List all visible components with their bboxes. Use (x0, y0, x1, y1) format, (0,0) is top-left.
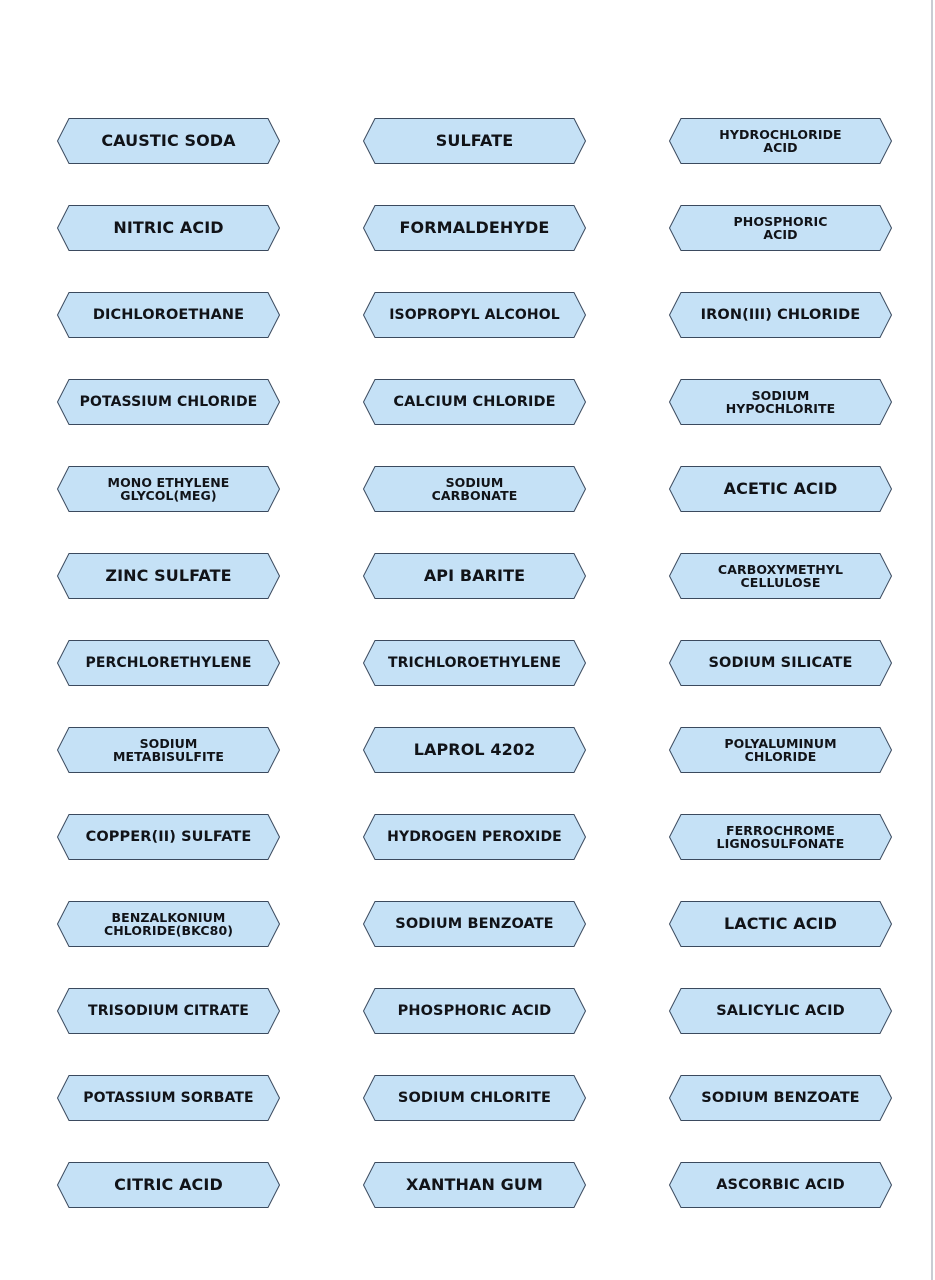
chemical-label-text: SODIUM SILICATE (708, 655, 853, 671)
chemical-label-text: SODIUM CARBONATE (431, 475, 518, 503)
chemical-label-text: PERCHLORETHYLENE (85, 655, 252, 671)
chemical-label[interactable] (363, 1075, 586, 1121)
chemical-label[interactable] (669, 118, 892, 164)
chemical-label[interactable] (669, 1075, 892, 1121)
chemical-label-text: POLYALUMINUM CHLORIDE (724, 736, 837, 764)
chemical-label[interactable] (57, 292, 280, 338)
chemical-label[interactable] (57, 553, 280, 599)
chemical-label-text: SODIUM CHLORITE (397, 1090, 552, 1106)
chemical-label-text: PHOSPHORIC ACID (733, 214, 828, 242)
chemical-label-text: XANTHAN GUM (406, 1175, 543, 1194)
chemical-label[interactable] (669, 466, 892, 512)
chemical-label-text: TRISODIUM CITRATE (88, 1003, 249, 1019)
chemical-label-text: MONO ETHYLENE GLYCOL(MEG) (107, 475, 230, 503)
chemical-label-text: POTASSIUM SORBATE (83, 1090, 254, 1106)
chemical-label-text: FERROCHROME LIGNOSULFONATE (716, 823, 845, 851)
chemical-label[interactable] (669, 1162, 892, 1208)
chemical-label-text: PHOSPHORIC ACID (397, 1003, 552, 1019)
chemical-label-text: CITRIC ACID (114, 1175, 223, 1194)
chemical-label[interactable] (363, 466, 586, 512)
chemical-label[interactable] (57, 379, 280, 425)
chemical-label[interactable] (57, 1162, 280, 1208)
chemical-label-text: SODIUM BENZOATE (395, 916, 554, 932)
chemical-label-text: POTASSIUM CHLORIDE (79, 394, 258, 410)
chemical-label-text: CALCIUM CHLORIDE (393, 394, 556, 410)
chemical-label[interactable] (669, 553, 892, 599)
chemical-label[interactable] (669, 901, 892, 947)
chemical-label-text: DICHLOROETHANE (92, 307, 245, 323)
chemical-label-text: FORMALDEHYDE (399, 218, 550, 237)
chemical-label[interactable] (363, 292, 586, 338)
chemical-label-text: CAUSTIC SODA (101, 131, 236, 150)
chemical-label-text: API BARITE (423, 566, 526, 585)
chemical-label[interactable] (363, 640, 586, 686)
chemical-label[interactable] (57, 205, 280, 251)
chemical-label-text: SODIUM METABISULFITE (112, 736, 225, 764)
chemical-label[interactable] (57, 814, 280, 860)
chemical-label[interactable] (57, 1075, 280, 1121)
chemical-label-text: COPPER(II) SULFATE (85, 829, 252, 845)
chemical-label-text: ISOPROPYL ALCOHOL (389, 307, 560, 323)
chemical-label-text: TRICHLOROETHYLENE (388, 655, 561, 671)
chemical-label[interactable] (57, 118, 280, 164)
chemical-label[interactable] (363, 901, 586, 947)
chemical-label[interactable] (669, 988, 892, 1034)
chemical-label-text: LACTIC ACID (724, 914, 837, 933)
chemical-label[interactable] (363, 814, 586, 860)
chemical-label[interactable] (363, 988, 586, 1034)
chemical-label[interactable] (669, 292, 892, 338)
chemical-label[interactable] (57, 727, 280, 773)
chemical-label[interactable] (669, 640, 892, 686)
chemical-label-text: CARBOXYMETHYL CELLULOSE (717, 562, 844, 590)
chemical-label[interactable] (57, 640, 280, 686)
chemical-label[interactable] (363, 553, 586, 599)
chemical-label[interactable] (669, 727, 892, 773)
chemical-label-text: HYDROGEN PEROXIDE (387, 829, 562, 845)
chemical-label[interactable] (669, 205, 892, 251)
chemical-label[interactable] (57, 901, 280, 947)
page-edge-divider (931, 0, 933, 1280)
chemical-label-grid (57, 118, 892, 1208)
chemical-label[interactable] (57, 988, 280, 1034)
chemical-label[interactable] (363, 727, 586, 773)
chemical-label-text: SALICYLIC ACID (716, 1003, 845, 1019)
chemical-label[interactable] (363, 118, 586, 164)
chemical-label-text: NITRIC ACID (113, 218, 224, 237)
chemical-label[interactable] (363, 205, 586, 251)
chemical-label[interactable] (363, 379, 586, 425)
chemical-label-text: IRON(III) CHLORIDE (700, 307, 861, 323)
chemical-label[interactable] (669, 379, 892, 425)
chemical-label[interactable] (669, 814, 892, 860)
chemical-label-text: SODIUM HYPOCHLORITE (725, 388, 836, 416)
chemical-label-text: HYDROCHLORIDE ACID (719, 127, 842, 155)
chemical-label-text: LAPROL 4202 (413, 740, 536, 759)
chemical-label-text: ACETIC ACID (723, 479, 838, 498)
chemical-label-text: BENZALKONIUM CHLORIDE(BKC80) (103, 910, 234, 938)
chemical-label-text: ASCORBIC ACID (716, 1177, 845, 1193)
chemical-label-text: SULFATE (435, 131, 514, 150)
chemical-label-text: ZINC SULFATE (105, 566, 232, 585)
chemical-label[interactable] (57, 466, 280, 512)
chemical-label[interactable] (363, 1162, 586, 1208)
chemical-label-text: SODIUM BENZOATE (701, 1090, 860, 1106)
